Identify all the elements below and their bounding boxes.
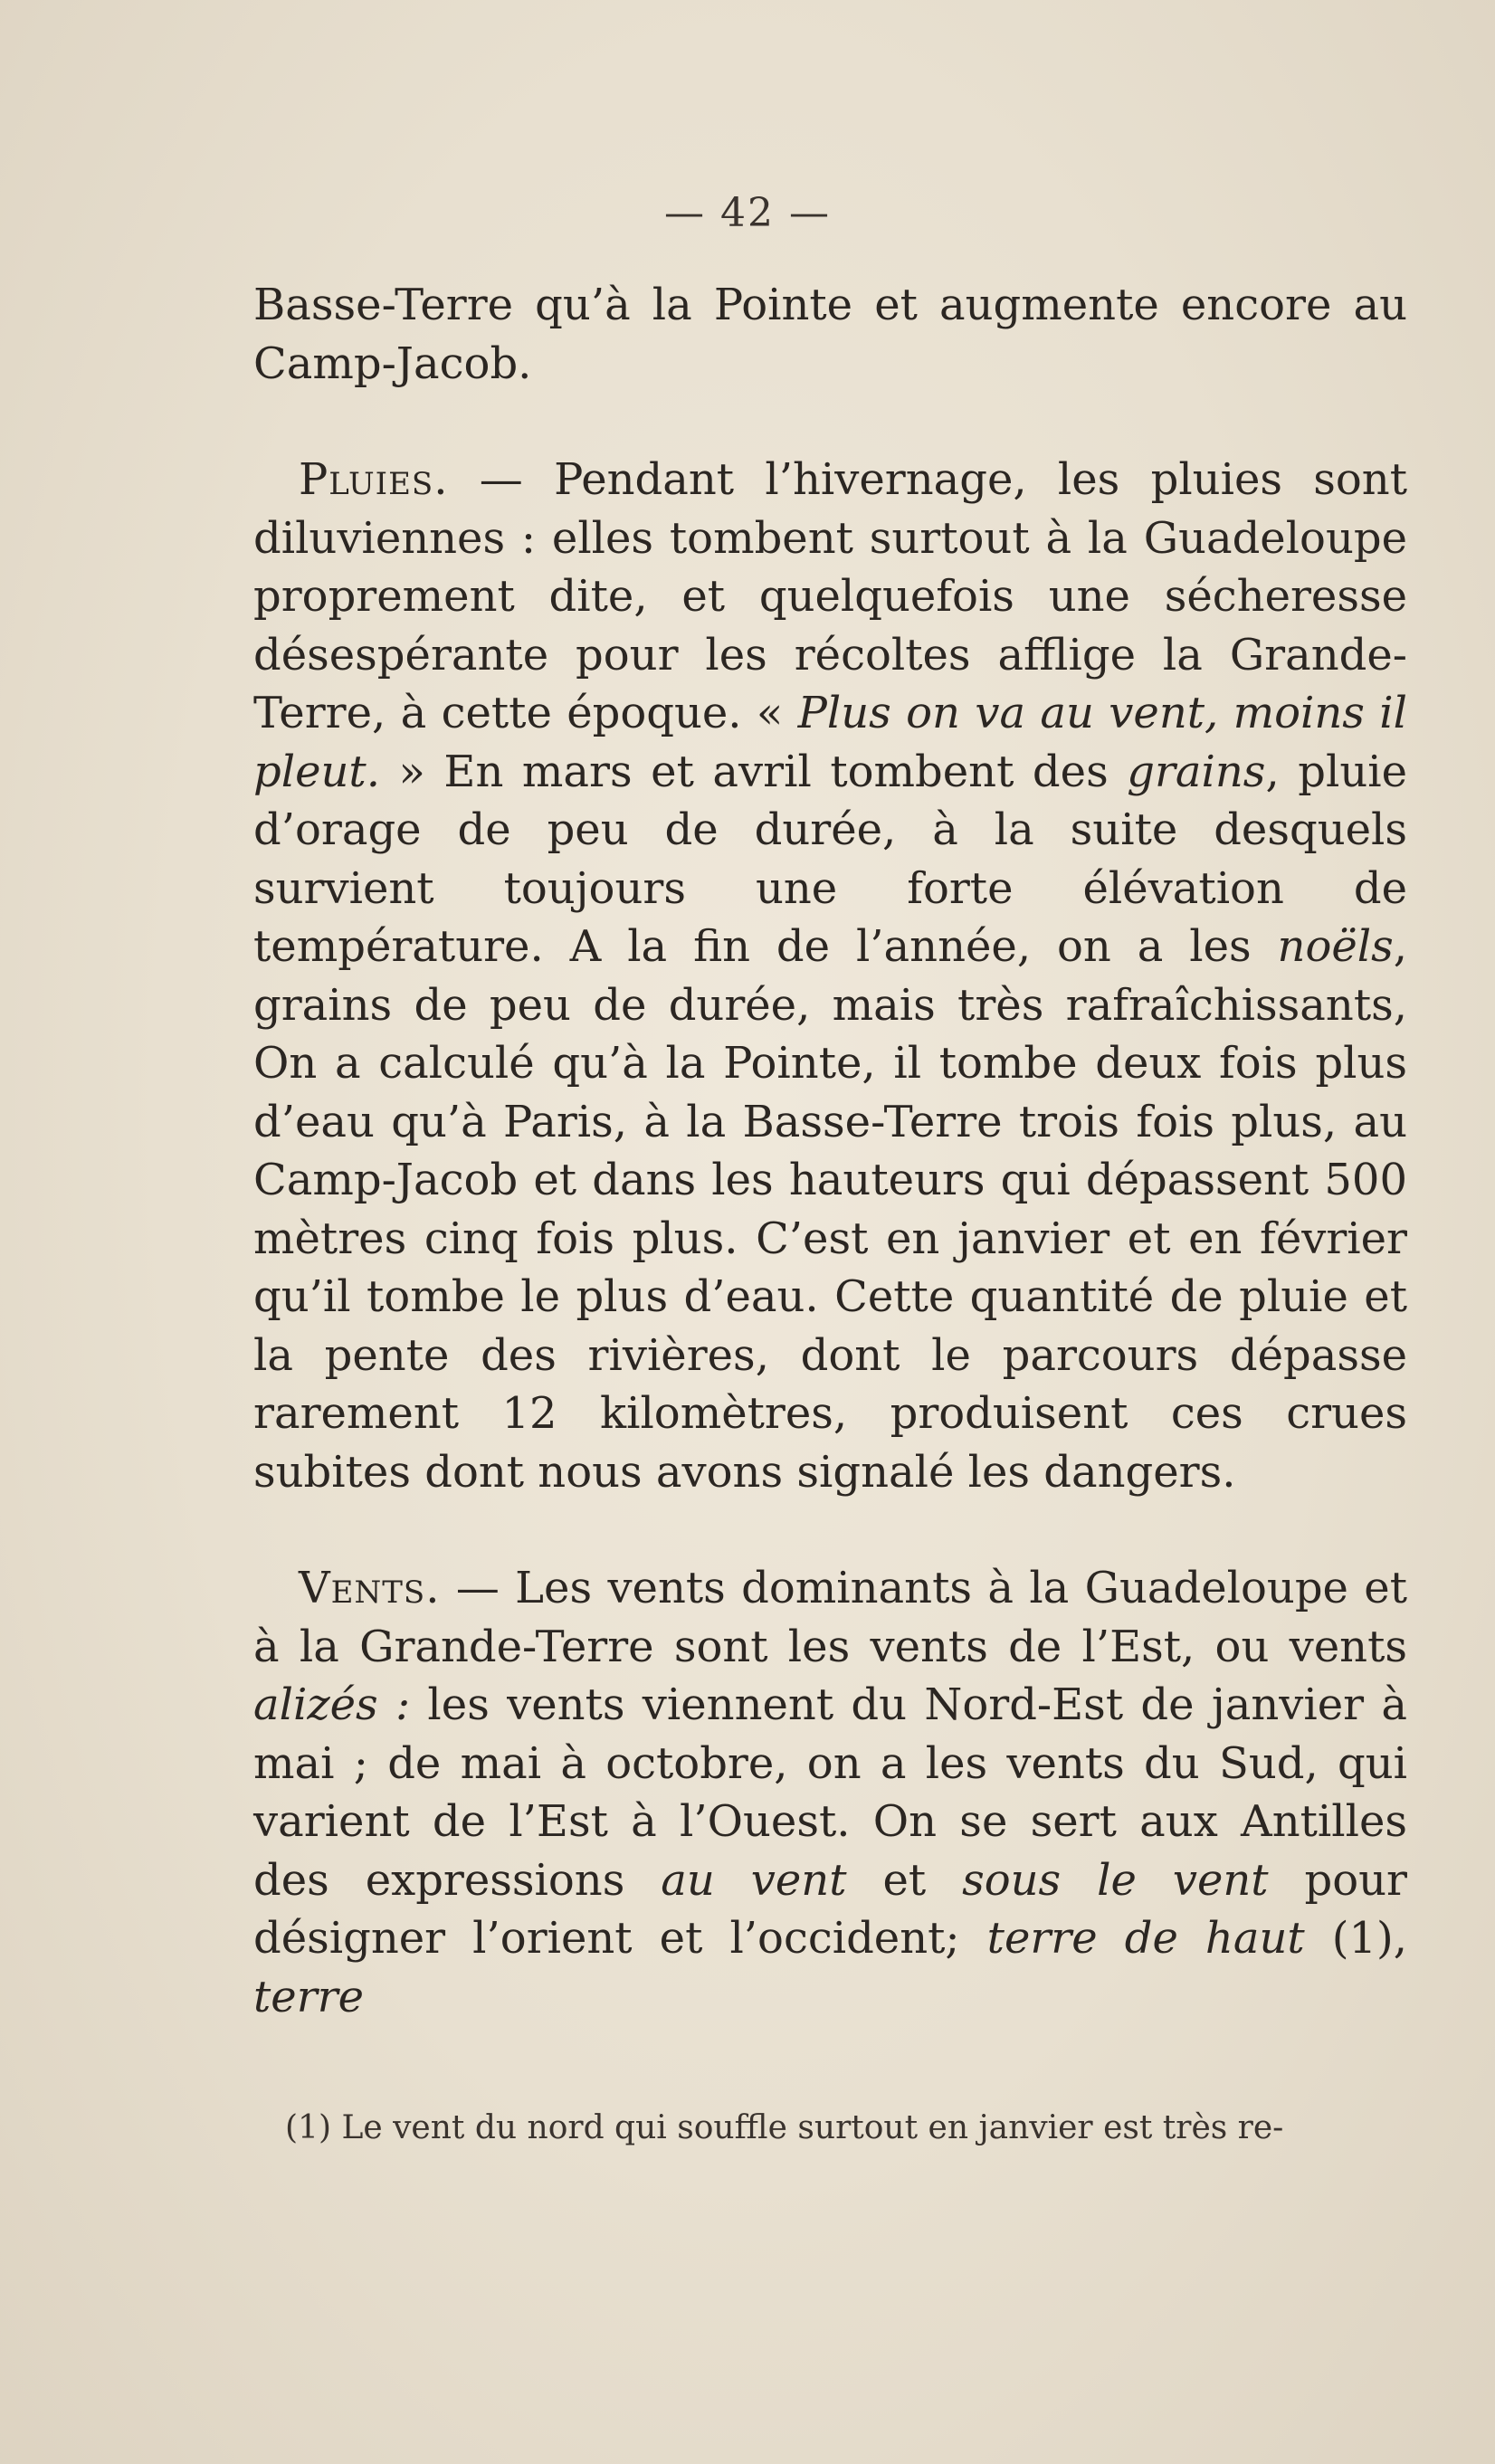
vents-text-1: Les vents dominants à la Guadeloupe et à la Grande-Terre sont les vents de l’Est, ou vents (253, 1563, 1407, 1672)
sous-le-vent-term: sous le vent (962, 1854, 1269, 1906)
continuation-paragraph: Basse-Terre qu’à la Pointe et augmente encore au Camp-Jacob. (253, 280, 1407, 389)
paragraph-gap (253, 1501, 1407, 1559)
footnote: (1) Le vent du nord qui souffle surtout en janvier est très re- (285, 2109, 1284, 2146)
pluies-text-2: » En mars et avril tombent des (379, 746, 1128, 797)
pluies-heading: Pluies. (299, 454, 449, 505)
pluies-text-1: Pendant l’hivernage, les pluies sont diluviennes : elles tombent surtout à la Guadeloupe proprement dite, et quelquefois une sécheresse désespérante pour les récoltes afflige la Grande-Terre, à cette époque. « (253, 454, 1407, 738)
vents-heading: Vents. (299, 1563, 441, 1613)
vents-text-3: et (846, 1854, 963, 1906)
page-number: — 42 — (664, 190, 831, 236)
pluies-text-4: , grains de peu de durée, mais très rafraîchissants, On a calculé qu’à la Pointe, il tombe deux fois plus d’eau qu’à Paris, à la Basse-Terre trois fois plus, au Camp-Jacob et dans les hauteurs qui dépassent 500 mètres cinq fois plus. C’est en janvier et en février qu’il tombe le plus d’eau. Cette quantité de pluie et la pente des rivières, dont le parcours dépasse rarement 12 kilomètres, produisent ces crues subites dont nous avons signalé les dangers. (253, 921, 1407, 1498)
paragraph-gap (253, 393, 1407, 451)
grains-term: grains (1127, 746, 1266, 797)
pluies-dash: — (448, 454, 555, 505)
pluies-paragraph (253, 451, 1407, 1501)
terre-de-haut-term: terre de haut (986, 1913, 1305, 1964)
alizes-term: alizés : (253, 1679, 411, 1730)
footnote-reference: (1), (1304, 1913, 1407, 1964)
vents-text-4: pour désigner l’orient et l’occident; (253, 1854, 1407, 1964)
pluies-quote: Plus on va au vent, moins il pleut. (253, 688, 1407, 797)
body-text (253, 276, 1407, 2026)
vents-paragraph (253, 1559, 1407, 2026)
vents-dash: — (440, 1563, 516, 1613)
vents-text-2: les vents viennent du Nord-Est de janvier à mai ; de mai à octobre, on a les vents du Sud, qui varient de l’Est à l’Ouest. On se sert aux Antilles des expressions (253, 1679, 1407, 1906)
au-vent-term: au vent (661, 1854, 847, 1906)
noels-term: noëls (1277, 921, 1394, 972)
terre-term: terre (253, 1971, 364, 2022)
pluies-text-3: , pluie d’orage de peu de durée, à la suite desquels survient toujours une forte élévation de température. A la fin de l’année, on a les (253, 746, 1407, 972)
